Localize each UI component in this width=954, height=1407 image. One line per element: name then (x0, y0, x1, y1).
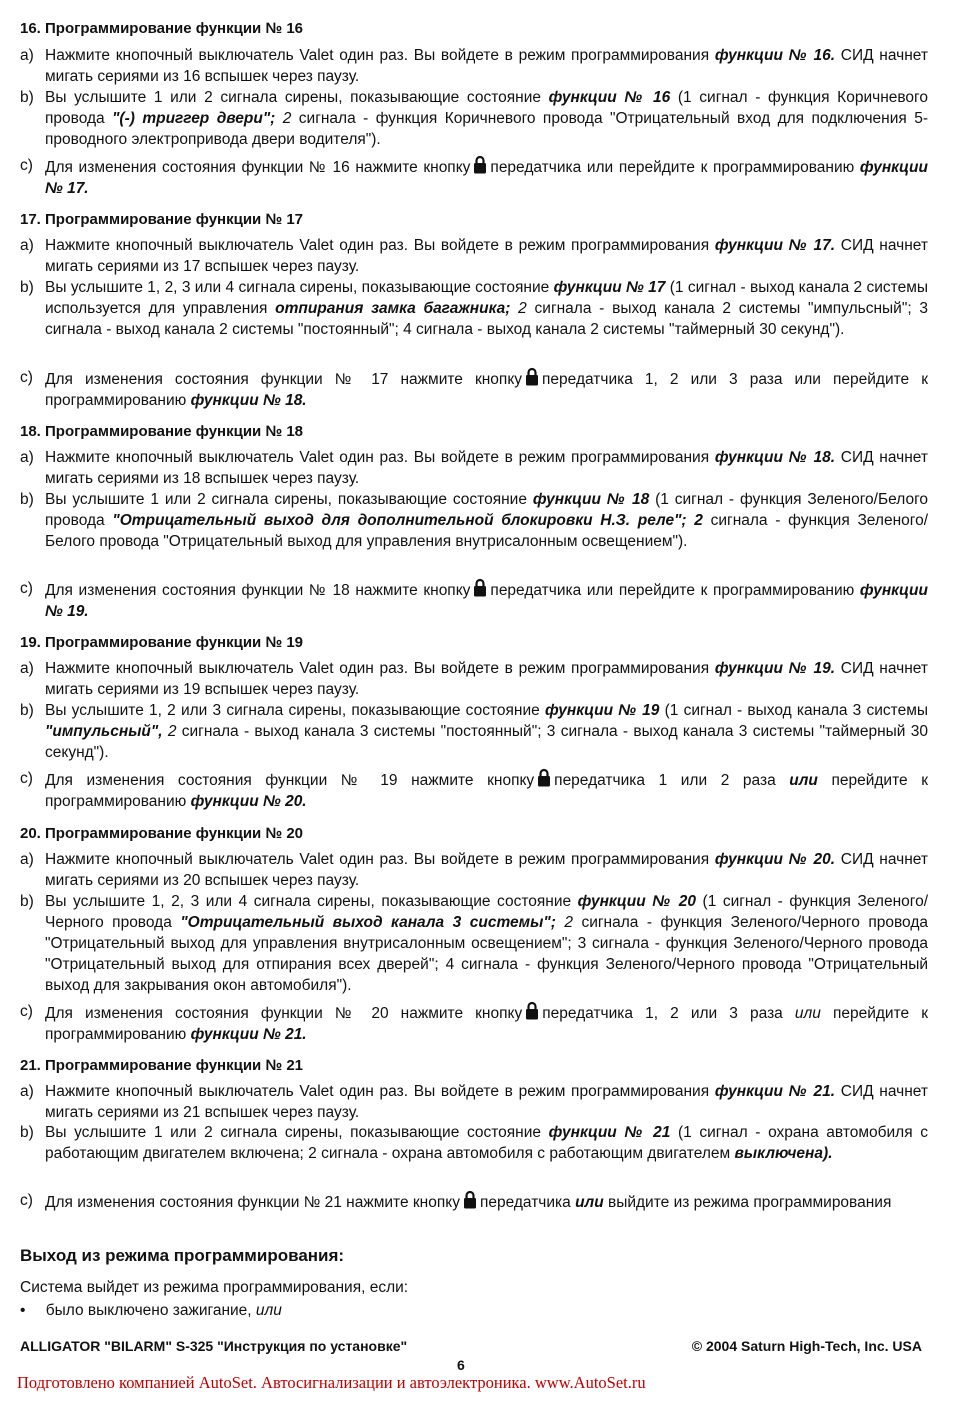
step-c: c) Для изменения состояния функции № 16 нажмите кнопку передатчика или перейдите к программированию функции № 17. (20, 157, 928, 197)
step-a: a) Нажмите кнопочный выключатель Valet один раз. Вы войдете в режим программирования функции № 16. СИД начнет мигать сериями из 16 вспышек через паузу. (20, 47, 928, 85)
lock-icon (473, 578, 487, 597)
section-title: 16. Программирование функции № 16 (20, 20, 304, 37)
section-title: 20. Программирование функции № 20 (20, 825, 304, 842)
step-b: b) Вы услышите 1, 2, 3 или 4 сигнала сирены, показывающие состояние функции № 20 (1 сигнал - функция Зеленого/Черного провода "Отрицательный выход канала 3 системы"; 2 сигнала - функция Зеленого/Черного провода "Отрицательный выход для управления внутрисалонным освещением"; 3 сигнала - функция Зеленого/Черного провода "Отрицательный выход для отпирания всех дверей"; 4 сигнала - функция Зеленого/Черного провода "Отрицательный выход для закрывания окон автомобиля"). (20, 893, 929, 994)
step-c: c) Для изменения состояния функции № 19 нажмите кнопку передатчика 1 или 2 раза или перейдите к программированию функции № 20. (20, 770, 928, 810)
step-a: a) Нажмите кнопочный выключатель Valet один раз. Вы войдете в режим программирования функции № 20. СИД начнет мигать сериями из 20 вспышек через паузу. (20, 851, 928, 889)
exit-list-item: • было выключено зажигание, или (20, 1302, 282, 1319)
step-c: c) Для изменения состояния функции № 18 нажмите кнопку передатчика или перейдите к программированию функции № 19. (20, 580, 928, 620)
bullet: • (20, 1302, 26, 1319)
step-c: c) Для изменения состояния функции № 21 нажмите кнопку передатчика или выйдите из режима программирования (20, 1192, 892, 1211)
footer-copyright: © 2004 Saturn High-Tech, Inc. USA (691, 1338, 922, 1354)
step-b: b) Вы услышите 1 или 2 сигнала сирены, показывающие состояние функции № 21 (1 сигнал - охрана автомобиля с работающим двигателем включена; 2 сигнала - охрана автомобиля с работающим двигателем выключена). (20, 1124, 928, 1162)
step-b: b) Вы услышите 1, 2, 3 или 4 сигнала сирены, показывающие состояние функции № 17 (1 сигнал - выход канала 2 системы используется для управления отпирания замка багажника; 2 сигнала - выход канала 2 системы "импульсный"; 3 сигнала - выход канала 2 системы "постоянный"; 4 сигнала - выход канала 2 системы "таймерный 30 секунд"). (20, 279, 929, 338)
lock-icon (473, 155, 487, 174)
step-b: b) Вы услышите 1 или 2 сигнала сирены, показывающие состояние функции № 18 (1 сигнал - функция Зеленого/Белого провода "Отрицательный выход для дополнительной блокировки Н.З. реле"; 2 сигнала - функция Зеленого/Белого провода "Отрицательный выход для управления внутрисалонным освещением"). (20, 491, 929, 550)
lock-icon (537, 768, 551, 787)
page-number: 6 (457, 1357, 465, 1373)
footer-title: ALLIGATOR "BILARM" S-325 "Инструкция по установке" (20, 1338, 408, 1354)
step-a: a) Нажмите кнопочный выключатель Valet один раз. Вы войдете в режим программирования функции № 18. СИД начнет мигать сериями из 18 вспышек через паузу. (20, 449, 928, 487)
step-b: b) Вы услышите 1 или 2 сигнала сирены, показывающие состояние функции № 16 (1 сигнал - функция Коричневого провода "(-) триггер двери"; 2 сигнала - функция Коричневого провода "Отрицательный вход для подключения 5-проводного электропривода двери водителя"). (20, 89, 928, 148)
section-title: 18. Программирование функции № 18 (20, 423, 304, 440)
lock-icon (525, 367, 539, 386)
section-title: 17. Программирование функции № 17 (20, 211, 304, 228)
exit-intro: Система выйдет из режима программирования, если: (20, 1279, 409, 1296)
step-a: a) Нажмите кнопочный выключатель Valet один раз. Вы войдете в режим программирования функции № 21. СИД начнет мигать сериями из 21 вспышек через паузу. (20, 1083, 928, 1121)
step-c: c) Для изменения состояния функции № 20 нажмите кнопку передатчика 1, 2 или 3 раза или перейдите к программированию функции № 21. (20, 1003, 928, 1043)
step-c: c) Для изменения состояния функции № 17 нажмите кнопку передатчика 1, 2 или 3 раза или перейдите к программированию функции № 18. (20, 369, 928, 409)
promo-link[interactable]: Подготовлено компанией AutoSet. Автосигнализации и автоэлектроника. www.AutoSet.ru (17, 1373, 646, 1392)
step-a: a) Нажмите кнопочный выключатель Valet один раз. Вы войдете в режим программирования функции № 19. СИД начнет мигать сериями из 19 вспышек через паузу. (20, 660, 928, 698)
section-title: 21. Программирование функции № 21 (20, 1057, 304, 1074)
step-a: a) Нажмите кнопочный выключатель Valet один раз. Вы войдете в режим программирования функции № 17. СИД начнет мигать сериями из 17 вспышек через паузу. (20, 237, 928, 275)
lock-icon (463, 1190, 477, 1209)
exit-heading: Выход из режима программирования: (20, 1246, 345, 1265)
section-title: 19. Программирование функции № 19 (20, 634, 304, 651)
step-b: b) Вы услышите 1, 2 или 3 сигнала сирены, показывающие состояние функции № 19 (1 сигнал - выход канала 3 системы "импульсный", 2 сигнала - выход канала 3 системы "постоянный"; 3 сигнала - выход канала 3 системы "таймерный 30 секунд"). (20, 702, 929, 761)
lock-icon (525, 1001, 539, 1020)
